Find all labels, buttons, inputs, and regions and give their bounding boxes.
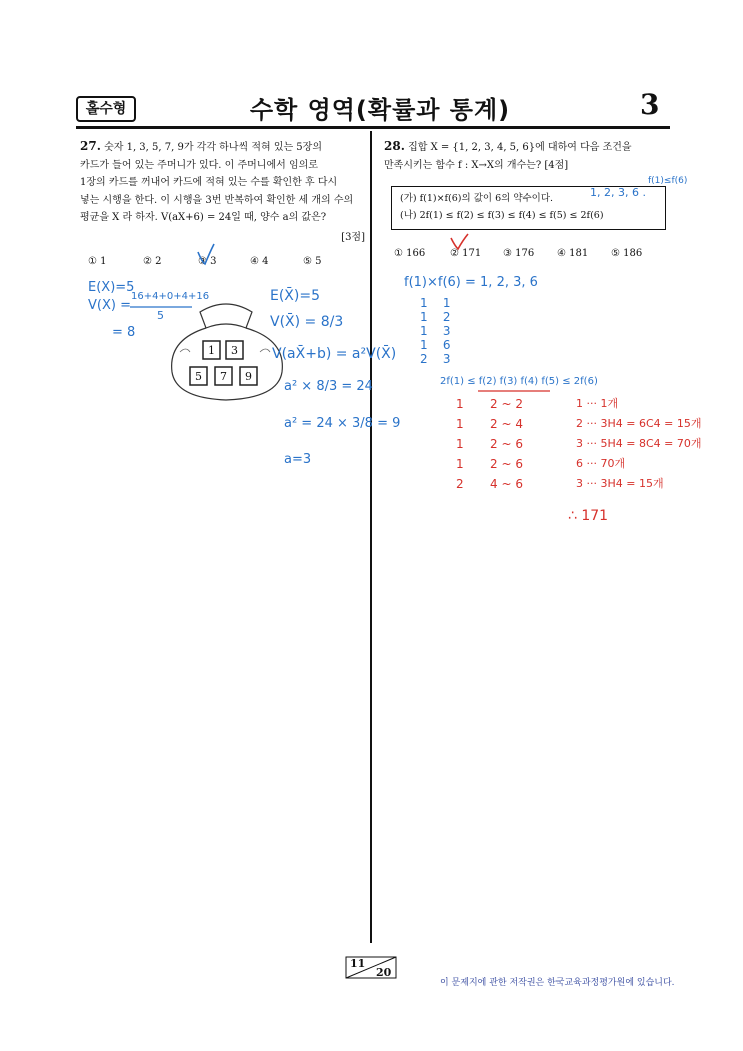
- choice-1[interactable]: ① 166: [394, 248, 426, 259]
- question-number: 28.: [384, 139, 405, 153]
- red-col-range: 2 ~ 2 2 ~ 4 2 ~ 6 2 ~ 6 4 ~ 6: [490, 397, 523, 491]
- choice-3[interactable]: ③ 3: [198, 256, 217, 267]
- red-col-f1: 1 1 1 1 2: [456, 397, 464, 491]
- choice-2[interactable]: ② 2: [143, 256, 162, 267]
- card-9: 9: [245, 370, 252, 383]
- choice-4[interactable]: ④ 4: [250, 256, 269, 267]
- note-mean-expectation: E(X̄)=5: [270, 288, 320, 304]
- note-product-values: f(1)×f(6) = 1, 2, 3, 6: [404, 275, 538, 290]
- note-variance-label: V(X) =: [88, 298, 131, 313]
- card-3: 3: [231, 344, 238, 357]
- note-variance-num: 16+4+0+4+16: [131, 291, 210, 302]
- card-1: 1: [208, 344, 215, 357]
- note-step-2: a² = 24 × 3/8 = 9: [284, 416, 401, 431]
- choice-3[interactable]: ③ 176: [503, 248, 535, 259]
- note-pair-row: 1 1 1 2 1 3 1 6 2 3: [420, 296, 451, 366]
- note-variance-formula: V(aX̄+b) = a²V(X̄): [272, 346, 397, 362]
- page-number: 3: [640, 88, 660, 121]
- choice-5[interactable]: ⑤ 5: [303, 256, 322, 267]
- points-label: [3점]: [341, 231, 365, 243]
- note-expectation: E(X)=5: [88, 280, 135, 295]
- question-27-text: 27. 숫자 1, 3, 5, 7, 9가 각각 하나씩 적혀 있는 5장의 카드가 들어 있는 주머니가 있다. 이 주머니에서 임의로 1장의 카드를 꺼내어 카드에 적혀 있는 수를 확인한 후 다시 넣는 시행을 한다. 이 시행을 3번 반복하여 확인한 세 개의 수의 평균을 X 라 하자. V(aX+6) = 24일 때, 양수 a의 값은?: [80, 139, 354, 223]
- note-variance-den: 5: [157, 309, 164, 322]
- page-total: 20: [376, 966, 392, 979]
- choice-1[interactable]: ① 1: [88, 256, 107, 267]
- note-step-3: a=3: [284, 452, 312, 467]
- card-5: 5: [195, 370, 202, 383]
- note-step-1: a² × 8/3 = 24: [284, 379, 373, 394]
- choice-2[interactable]: ② 171: [450, 248, 482, 259]
- red-col-count: 1 ··· 1개 2 ··· 3H4 = 6C4 = 15개 3 ··· 5H4 = 8C4 = 70개 6 ··· 70개 3 ··· 3H4 = 15개: [576, 397, 702, 490]
- page-title: 수학 영역(확률과 통계): [249, 96, 511, 124]
- card-7: 7: [220, 370, 227, 383]
- copyright-notice: 이 문제지에 관한 저작권은 한국교육과정평가원에 있습니다.: [440, 978, 675, 988]
- note-inequality-chain: 2f(1) ≤ f(2) f(3) f(4) f(5) ≤ 2f(6): [440, 376, 598, 387]
- question-28: [384, 138, 669, 174]
- note-variance-result: = 8: [112, 325, 136, 340]
- question-28-text: 28. 집합 X = {1, 2, 3, 4, 5, 6}에 대하여 다음 조건을 만족시키는 함수 f : X→X의 개수는? [4점]: [384, 139, 632, 171]
- condition-ga: (가) f(1)×f(6)의 값이 6의 약수이다.: [400, 193, 554, 204]
- question-number: 27.: [80, 139, 101, 153]
- note-divisors: 1, 2, 3, 6 .: [590, 186, 646, 199]
- choice-4[interactable]: ④ 181: [557, 248, 589, 259]
- note-inequality: f(1)≤f(6): [648, 176, 688, 186]
- note-total: ∴ 171: [568, 508, 609, 524]
- page-current: 11: [350, 957, 366, 970]
- note-mean-variance: V(X̄) = 8/3: [270, 314, 344, 330]
- choice-5[interactable]: ⑤ 186: [611, 248, 643, 259]
- exam-type-badge: 홀수형: [76, 96, 136, 122]
- condition-na: (나) 2f(1) ≤ f(2) ≤ f(3) ≤ f(4) ≤ f(5) ≤ 2f(6): [400, 210, 604, 221]
